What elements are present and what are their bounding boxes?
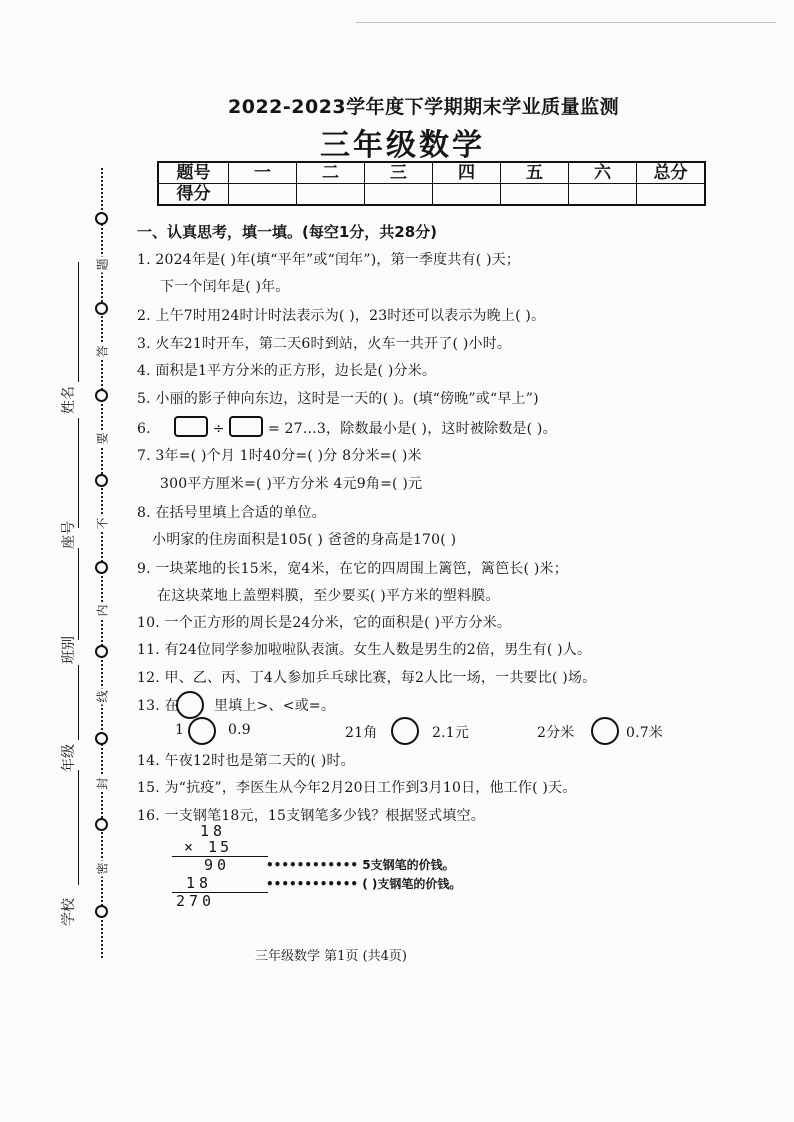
seal-char: 内 [95,604,110,617]
question-11: 11. 有24位同学参加啦啦队表演。女生人数是男生的2倍，男生有( )人。 [137,642,592,658]
grade-label: 年级 [61,744,77,772]
division-sign: ÷ [212,421,225,437]
score-cell: 一 [229,162,297,184]
seat-write-line [78,418,79,528]
calc-result: 270 [176,892,216,910]
question-7-cont: 300平方厘米=( )平方分米 4元9角=( )元 [160,476,423,492]
binding-ring [95,474,108,487]
school-label: 学校 [61,898,77,926]
question-6-text: = 27…3，除数最小是( )，这时被除数是( )。 [267,421,557,437]
seal-char: 封 [95,777,110,790]
calc-multiplier: × 15 [184,838,233,856]
score-table [157,161,706,206]
binding-ring [95,561,108,574]
seal-char: 要 [95,432,110,445]
name-label: 姓名 [61,386,77,414]
name-write-line [78,262,79,382]
calc-partial-2: 18 [186,874,213,892]
question-1: 1. 2024年是( )年(填“平年”或“闰年”)，第一季度共有( )天； [137,252,521,268]
question-10: 10. 一个正方形的周长是24分米，它的面积是( )平方分米。 [137,615,512,631]
question-12: 12. 甲、乙、丙、丁4人参加乒乓球比赛，每2人比一场，一共要比( )场。 [137,670,597,686]
score-cell: 二 [297,162,365,184]
score-empty-cell[interactable] [501,184,569,206]
question-13-text: 13. 在 [137,698,179,714]
school-write-line [78,770,79,885]
question-9-cont: 在这块菜地上盖塑料膜，至少要买( )平方米的塑料膜。 [157,588,500,604]
question-8-cont: 小明家的住房面积是105( ) 爸爸的身高是170( ) [152,532,457,548]
seal-char: 不 [95,517,110,530]
grade-write-line [78,665,79,740]
exam-subject-title: 三年级数学 [320,128,485,163]
seal-char: 答 [95,345,110,358]
score-cell: 总分 [637,162,706,184]
compare-right-2: 2.1元 [432,725,470,741]
score-empty-cell[interactable] [433,184,501,206]
question-7: 7. 3年=( )个月 1时40分=( )分 8分米=( )米 [137,448,422,464]
score-cell: 题号 [158,162,229,184]
question-6 [137,416,557,438]
compare-right-1: 0.9 [228,722,251,738]
score-table-score-row [158,184,705,206]
class-label: 班别 [61,636,77,664]
score-table-header-row [158,162,705,184]
calc-note-2: •••••••••••• ( )支钢笔的价钱。 [266,877,462,891]
score-empty-cell[interactable] [365,184,433,206]
calc-note-1: •••••••••••• 5支钢笔的价钱。 [266,858,455,872]
compare-circle-2[interactable] [391,717,419,745]
seal-char: 密 [95,862,110,875]
compare-circle-3[interactable] [591,717,619,745]
question-4: 4. 面积是1平方分米的正方形，边长是( )分米。 [137,363,437,379]
compare-right-3: 0.7米 [626,725,664,741]
seal-char: 线 [95,690,110,703]
question-14: 14. 午夜12时也是第二天的( )时。 [137,753,355,769]
score-label-cell: 得分 [158,184,229,206]
binding-ring [95,732,108,745]
question-6-number: 6. [137,421,151,437]
binding-ring [95,645,108,658]
score-empty-cell[interactable] [569,184,637,206]
score-cell: 四 [433,162,501,184]
seat-label: 座号 [61,521,77,549]
binding-ring [95,818,108,831]
question-9: 9. 一块菜地的长15米，宽4米，在它的四周围上篱笆，篱笆长( )米； [137,561,568,577]
question-15: 15. 为“抗疫”，李医生从今年2月20日工作到3月10日，他工作( )天。 [137,780,577,796]
question-8: 8. 在括号里填上合适的单位。 [137,505,326,521]
score-cell: 六 [569,162,637,184]
scan-top-line [356,22,776,23]
calc-partial-1: 90 [204,856,231,874]
divisor-box[interactable] [229,416,263,437]
question-5: 5. 小丽的影子伸向东边，这时是一天的( )。(填“傍晚”或“早上”) [137,391,539,407]
calc-multiplicand: 18 [200,822,227,840]
exam-title: 2022-2023学年度下学期期末学业质量监测 [228,96,620,118]
compare-circle-1[interactable] [188,717,216,745]
page-footer: 三年级数学 第1页 (共4页) [255,949,407,964]
compare-left-1: 1 [175,722,185,738]
section-heading: 一、认真思考，填一填。(每空1分，共28分) [137,223,438,241]
question-2: 2. 上午7时用24时计时法表示为( )，23时还可以表示为晚上( )。 [137,308,546,324]
compare-left-2: 21角 [345,725,378,741]
binding-ring [95,905,108,918]
score-empty-cell[interactable] [637,184,706,206]
compare-circle[interactable] [176,691,204,719]
binding-ring [95,212,108,225]
binding-ring [95,389,108,402]
question-13-tail: 里填上>、<或=。 [214,698,336,714]
binding-ring [95,302,108,315]
seal-char: 题 [95,258,110,271]
score-empty-cell[interactable] [297,184,365,206]
score-cell: 五 [501,162,569,184]
class-write-line [78,548,79,640]
question-1-cont: 下一个闰年是( )年。 [160,279,290,295]
question-13 [137,695,335,715]
question-3: 3. 火车21时开车，第二天6时到站，火车一共开了( )小时。 [137,336,512,352]
score-cell: 三 [365,162,433,184]
dividend-box[interactable] [174,416,208,437]
score-empty-cell[interactable] [229,184,297,206]
compare-left-3: 2分米 [537,725,575,741]
question-16: 16. 一支钢笔18元，15支钢笔多少钱？根据竖式填空。 [137,808,485,824]
